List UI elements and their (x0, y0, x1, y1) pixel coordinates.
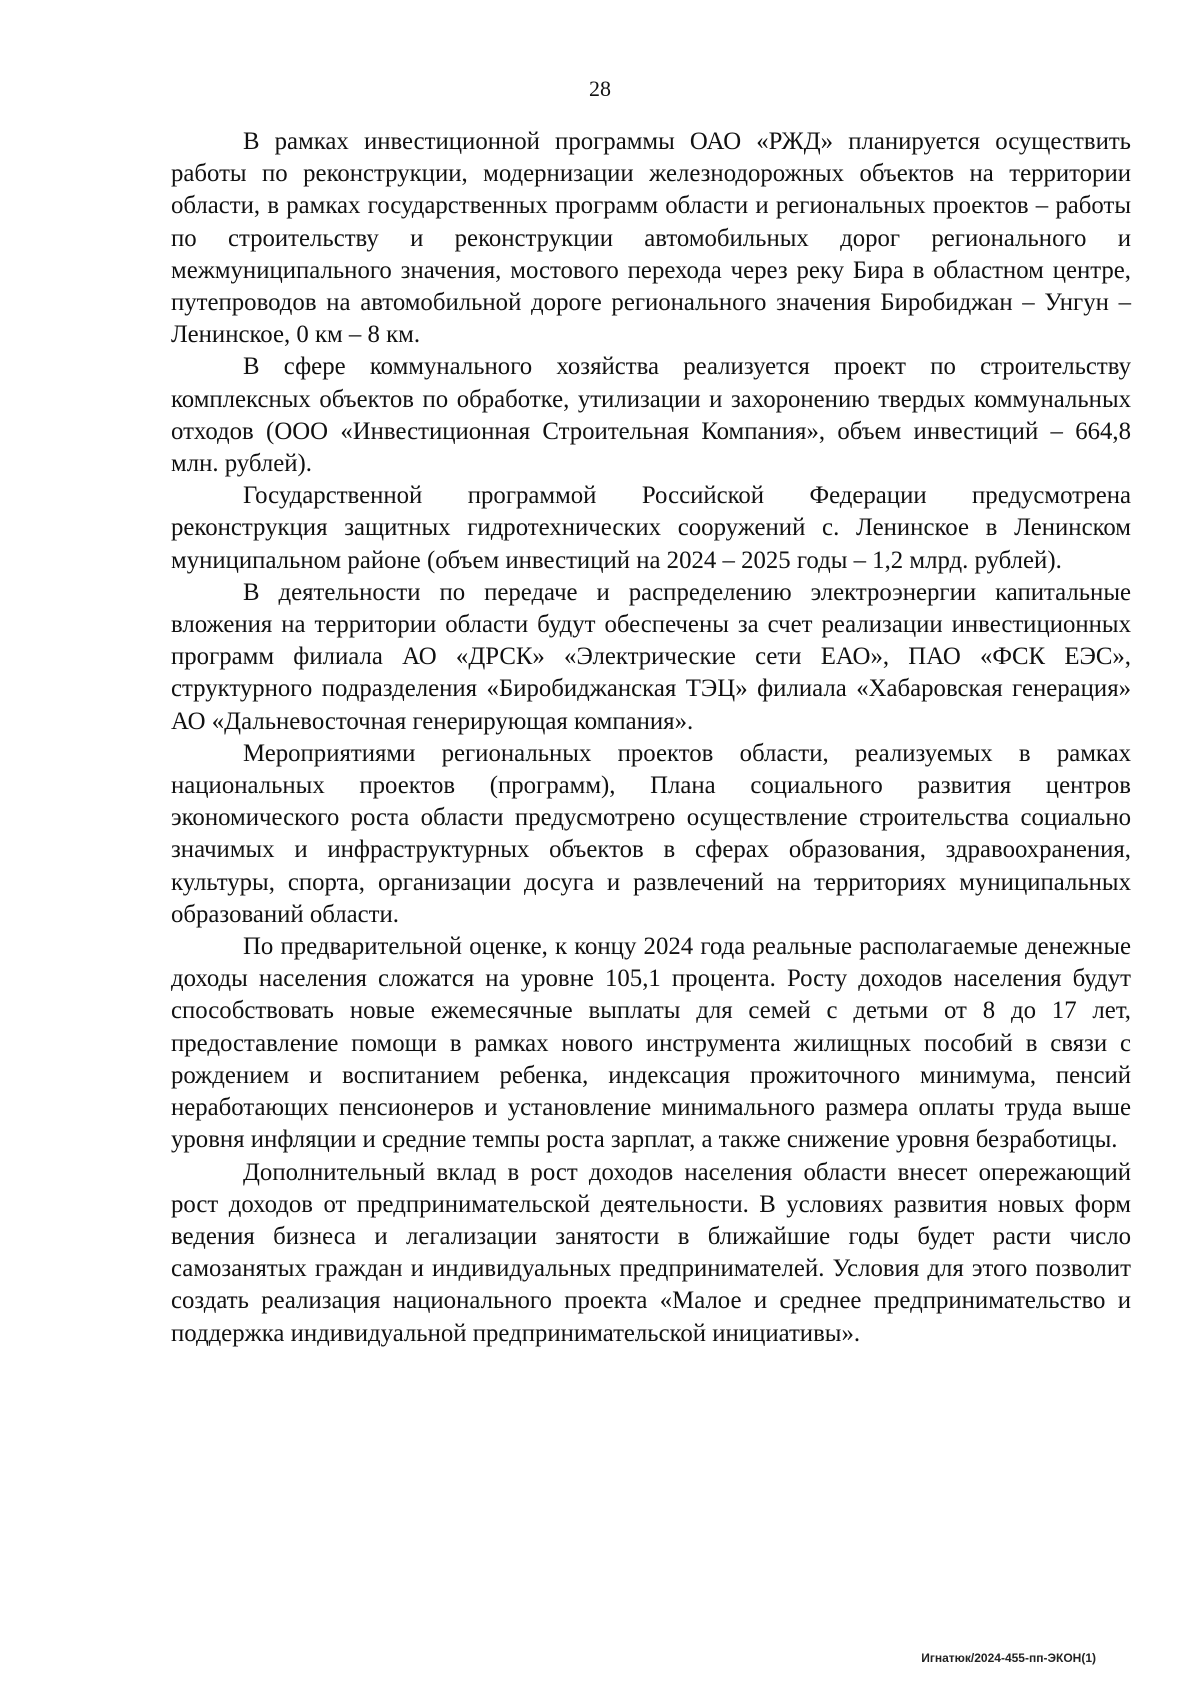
paragraph-population-income: По предварительной оценке, к концу 2024 года реальные располагаемые денежные доходы населения сложатся на уровне 105,1 процента. Росту доходов населения будут способствовать новые ежемесячные выплаты для семей с детьми от 8 до 17 лет, предоставление помощи в рамках нового инструмента жилищных пособий в связи с рождением и воспитанием ребенка, индексация прожиточного минимума, пенсий неработающих пенсионеров и установление минимального размера оплаты труда выше уровня инфляции и средние темпы роста зарплат, а также снижение уровня безработицы. (171, 933, 1131, 1154)
paragraph-railway-investment: В рамках инвестиционной программы ОАО «РЖД» планируется осуществить работы по реконструкции, модернизации железнодорожных объектов на территории области, в рамках государственных программ области и региональных проектов – работы по строительству и реконструкции автомобильных дорог регионального и межмуниципального значения, мостового перехода через реку Бира в областном центре, путепроводов на автомобильной дороге регионального значения Биробиджан – Унгун – Ленинское, 0 км – 8 км. (171, 128, 1131, 349)
paragraph-entrepreneurship: Дополнительный вклад в рост доходов населения области внесет опережающий рост доходов от предпринимательской деятельности. В условиях развития новых форм ведения бизнеса и легализации занятости в ближайшие годы будет расти число самозанятых граждан и индивидуальных предпринимателей. Условия для этого позволит создать реализация национального проекта «Малое и среднее предпринимательство и поддержка индивидуальной предпринимательской инициативы». (171, 1158, 1131, 1347)
paragraph-electric-power: В деятельности по передаче и распределению электроэнергии капитальные вложения на территории области будут обеспечены за счет реализации инвестиционных программ филиала АО «ДРСК» «Электрические сети ЕАО», ПАО «ФСК ЕЭС», структурного подразделения «Биробиджанская ТЭЦ» филиала «Хабаровская генерация» АО «Дальневосточная генерирующая компания». (171, 578, 1131, 735)
paragraph-regional-projects: Мероприятиями региональных проектов области, реализуемых в рамках национальных проектов (программ), Плана социального развития центров экономического роста области предусмотрено осуществление строительства социально значимых и инфраструктурных объектов в сферах образования, здравоохранения, культуры, спорта, организации досуга и развлечений на территориях муниципальных образований области. (171, 739, 1131, 928)
page-number: 28 (589, 76, 611, 101)
paragraph-hydrotechnical-structures: Государственной программой Российской Федерации предусмотрена реконструкция защитных гидротехнических сооружений с. Ленинское в Ленинском муниципальном районе (объем инвестиций на 2024 – 2025 годы – 1,2 млрд. рублей). (171, 482, 1131, 574)
paragraph-communal-services: В сфере коммунального хозяйства реализуется проект по строительству комплексных объектов по обработке, утилизации и захоронению твердых коммунальных отходов (ООО «Инвестиционная Строительная Компания», объем инвестиций – 664,8 млн. рублей). (171, 353, 1131, 478)
document-body (171, 126, 1131, 1350)
document-reference-code: Игнатюк/2024-455-пп-ЭКОН(1) (921, 1651, 1096, 1665)
